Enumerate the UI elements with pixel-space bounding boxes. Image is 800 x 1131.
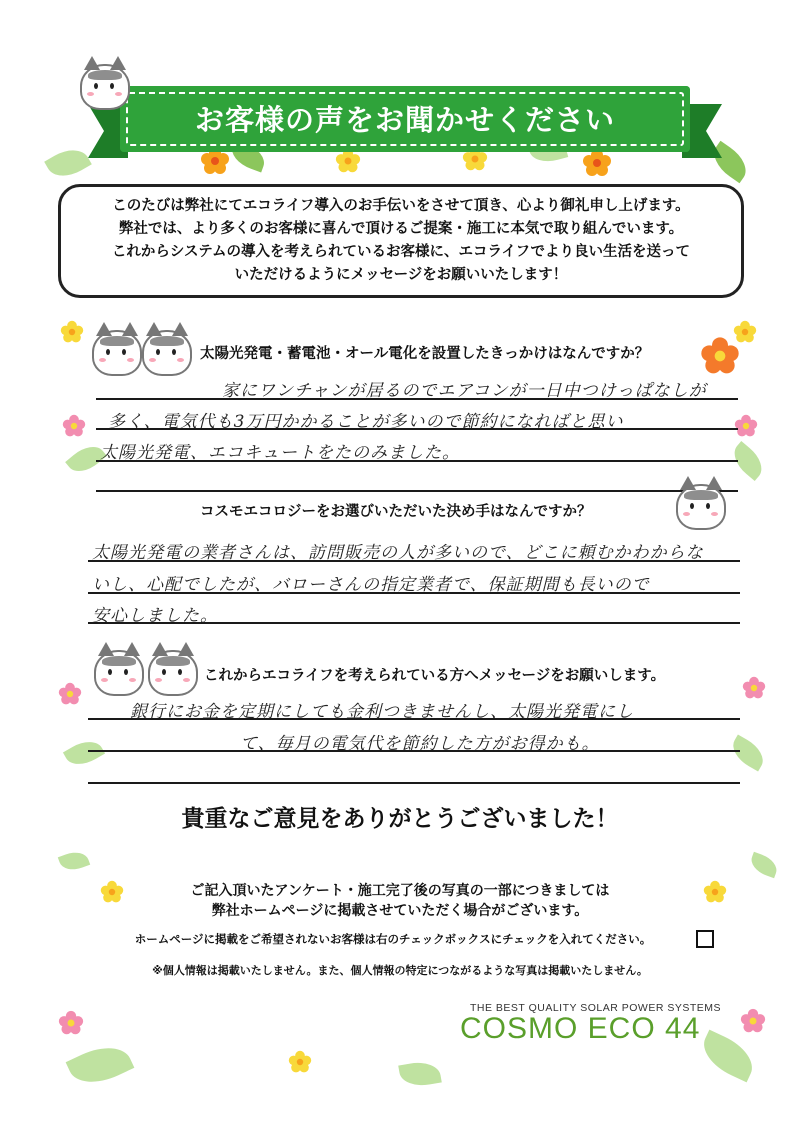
cat-mascot-icon [142,330,192,376]
notice-line-2: 弊社ホームページに掲載させていただく場合がございます。 [211,903,589,919]
no-publish-checkbox[interactable] [696,930,714,948]
answer-line: 太陽光発電、エコキュートをたのみました。 [100,443,460,463]
answer-line: 家にワンチャンが居るのでエアコンが一日中つけっぱなしが [222,381,707,401]
flower-icon [58,682,82,706]
answer-line: いし、心配でしたが、バローさんの指定業者で、保証期間も長いので [92,575,650,595]
flower-icon [742,676,766,700]
flower-icon [734,414,758,438]
flower-icon [60,320,84,344]
answer-line: 安心しました。 [92,606,218,626]
thanks-heading: 貴重なご意見をありがとうございました！ [181,806,619,832]
flower-icon [58,1010,84,1036]
cat-mascot-icon [148,650,198,696]
header-banner [120,86,690,152]
cat-mascot-icon [94,650,144,696]
flower-icon [288,1050,312,1074]
notice-line-1: ご記入頂いたアンケート・施工完了後の写真の一部につきましては [190,883,610,899]
intro-line: 弊社では、より多くのお客様に喜んで頂けるご提案・施工に本気で取り組んでいます。 [118,221,684,237]
brand-logo: COSMO ECO 44 [460,1012,701,1045]
leaf-decoration [748,852,780,878]
answer-rule [88,782,740,784]
question-3-label: これからエコライフを考えられている方へメッセージをお願いします。 [204,668,666,684]
privacy-note: ※個人情報は掲載いたしません。また、個人情報の特定につながるような写真は掲載いたしません。 [152,964,648,977]
leaf-decoration [58,848,90,874]
leaf-decoration [398,1059,442,1090]
answer-line: 太陽光発電の業者さんは、訪問販売の人が多いので、どこに頼むかわからな [92,543,704,563]
leaf-decoration [696,1030,760,1083]
flower-icon [582,148,612,178]
answer-line: て、毎月の電気代を節約した方がお得かも。 [240,734,600,754]
leaf-decoration [66,1037,135,1093]
intro-box [58,184,744,298]
intro-line: これからシステムの導入を考えられているお客様に、エコライフでより良い生活を送って [111,244,691,260]
cat-mascot-icon [676,484,726,530]
answer-line: 銀行にお金を定期にしても金利つきませんし、太陽光発電にし [130,702,634,722]
cat-mascot-icon [80,64,130,110]
leaf-decoration [727,734,769,771]
question-2-label: コスモエコロジーをお選びいただいた決め手はなんですか？ [200,504,592,520]
brand-tagline: THE BEST QUALITY SOLAR POWER SYSTEMS [470,1002,721,1014]
flower-icon [740,1008,766,1034]
question-1-label: 太陽光発電・蓄電池・オール電化を設置したきっかけはなんですか？ [200,346,650,362]
leaf-decoration [44,142,92,185]
answer-rule [96,490,738,492]
flower-icon [733,320,757,344]
cat-mascot-icon [92,330,142,376]
flower-icon [62,414,86,438]
page-title: お客様の声をお聞かせください [194,103,615,137]
intro-line: このたびは弊社にてエコライフ導入のお手伝いをさせて頂き、心より御礼申し上げます。 [112,198,690,214]
checkbox-label: ホームページに掲載をご希望されないお客様は右のチェックボックスにチェックを入れてください。 [134,932,652,946]
intro-line: いただけるようにメッセージをお願いいたします！ [234,267,568,283]
leaf-decoration [63,734,105,771]
answer-line: 多く、電気代も3万円かかることが多いので節約になればと思い [108,412,624,432]
